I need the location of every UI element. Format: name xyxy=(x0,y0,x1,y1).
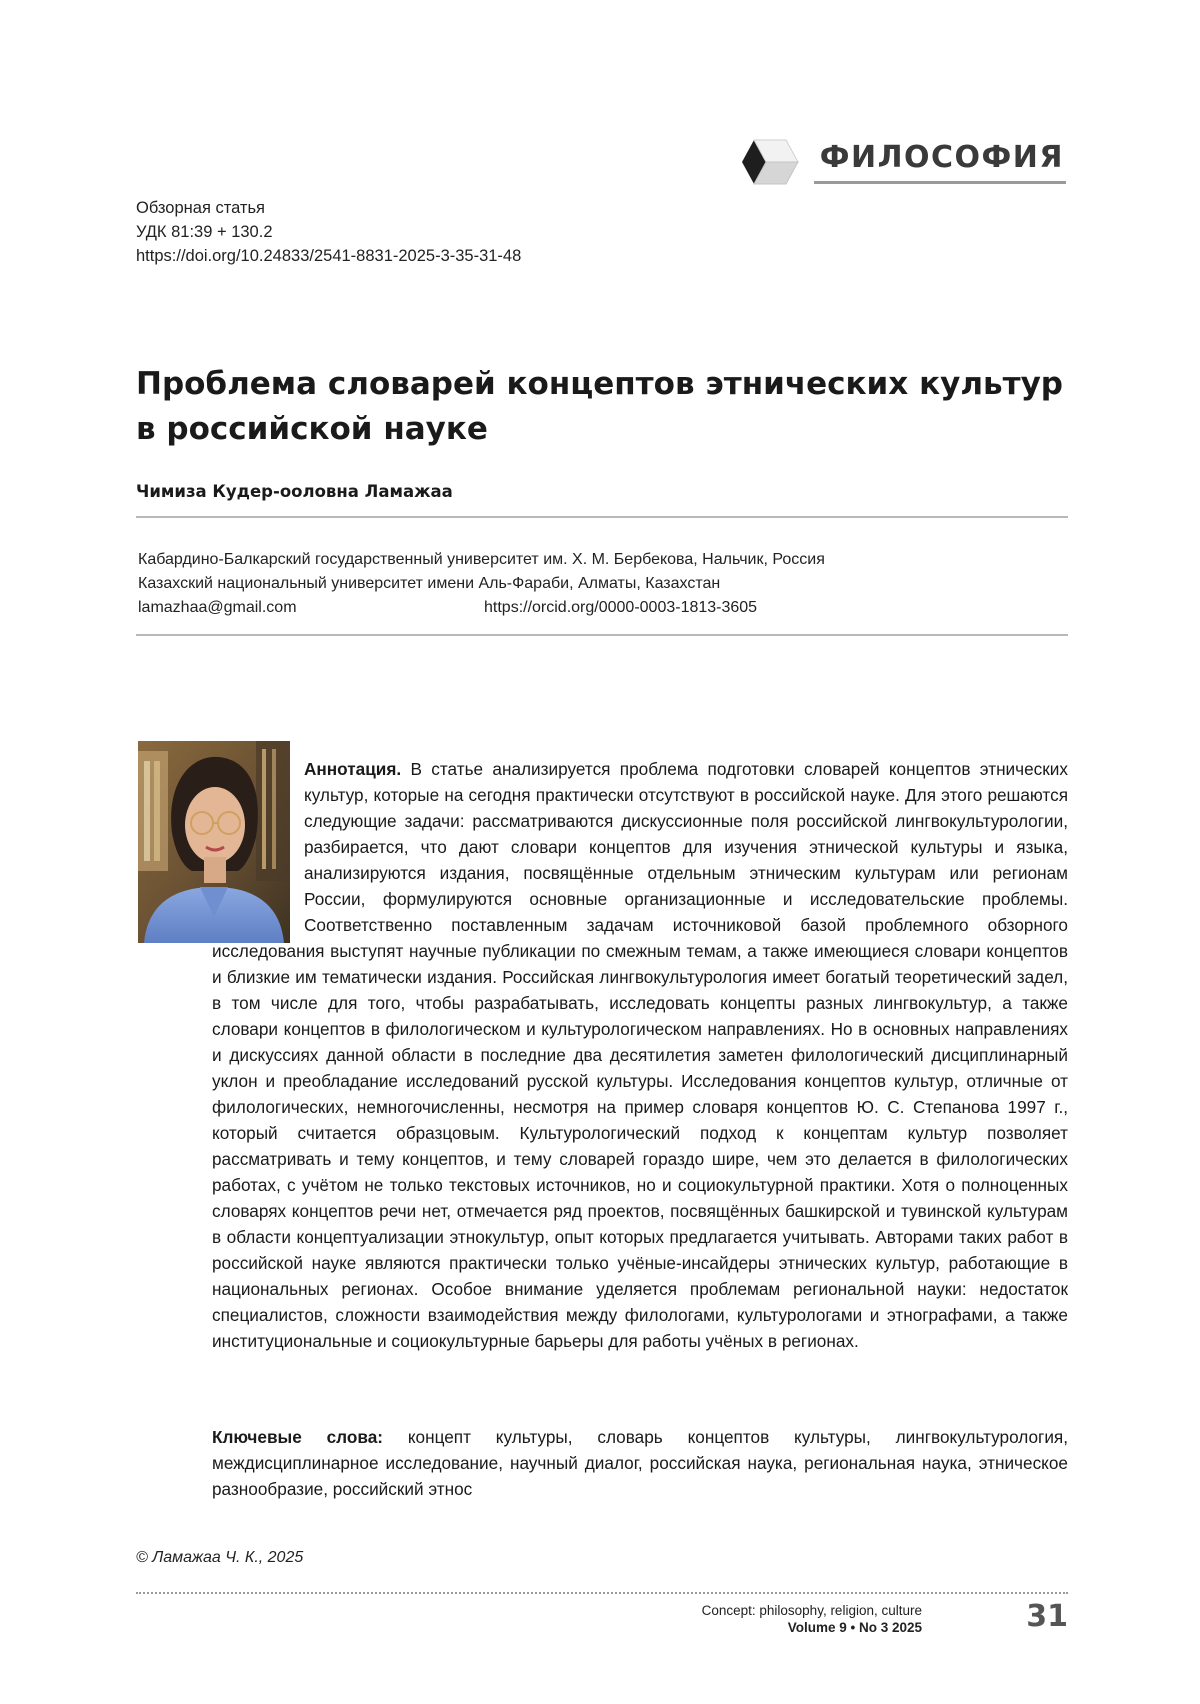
article-title-line-1: Проблема словарей концептов этнических культур xyxy=(136,366,1063,402)
divider-top xyxy=(136,516,1068,518)
orcid-link[interactable]: https://orcid.org/0000-0003-1813-3605 xyxy=(484,599,758,616)
abstract-label: Аннотация. xyxy=(304,759,402,779)
article-meta xyxy=(136,196,521,268)
section-title: ФИЛОСОФИЯ xyxy=(814,140,1066,184)
abstract-text: В статье анализируется проблема подготовки словарей концептов этнических культур, которые на сегодня практически отсутствуют в российской науке. Для этого решаются следующие задачи: рассматриваются дискуссионные поля российской лингвокультурологии, разбирается, что дают словари концептов для изучения этнической культуры и языка, анализируются издания, посвящённые отдельным этническим культурам или регионам России, формулируются основные организационные и исследовательские проблемы. Соответственно поставленным задачам источниковой базой проблемного обзорного исследования выступят научные публикации по смежным темам, а также имеющиеся словари концептов и близкие им тематически издания. Российская лингвокультурология имеет богатый теоретический задел, в том числе для того, чтобы разрабатывать, исследовать концепты разных лингвокультур, а также словари концептов в филологическом и культурологическом направлениях. Но в основных направлениях и дискуссиях данной области в последние два десятилетия заметен филологический дисциплинарный уклон и преобладание исследований русской культуры. Исследования концептов культур, отличные от филологических, немногочисленны, несмотря на пример словаря концептов Ю. С. Степанова 1997 г., который считается образцовым. Культурологический подход к концептам культур позволяет рассматривать и тему концептов, и тему словарей гораздо шире, чем это делается в филологических работах, с учётом не только текстовых источников, но и социокультурной практики. Хотя о полноценных словарях концептов речи нет, отмечается ряд проектов, посвящённых башкирской и тувинской культурам в области концептуализации этнокультур, опыт которых предлагается учитывать. Авторами таких работ в российской науке являются практически только учёные-инсайдеры этнических культур, работающие в национальных регионах. Особое внимание уделяется проблемам региональной науки: недостаток специалистов, сложности взаимодействия между филологами, культурологами и этнографами, а также институциональные и социокультурные барьеры для работы учёных в регионах. xyxy=(212,759,1068,1351)
cube-logo-icon xyxy=(740,136,800,188)
affiliation-line-1: Кабардино-Балкарский государственный университет им. Х. М. Бербекова, Нальчик, Россия xyxy=(138,551,825,568)
copyright: © Ламажаа Ч. К., 2025 xyxy=(136,1549,304,1566)
doi-link[interactable]: https://doi.org/10.24833/2541-8831-2025-3-35-31-48 xyxy=(136,247,522,265)
author-name: Чимиза Кудер-ооловна Ламажаа xyxy=(136,482,453,501)
contacts-row xyxy=(138,596,825,620)
email-link[interactable]: lamazhaa@gmail.com xyxy=(138,599,297,616)
article-title-line-2: в российской науке xyxy=(136,411,488,447)
article-type: Обзорная статья xyxy=(136,199,265,217)
udk-code: УДК 81:39 + 130.2 xyxy=(136,223,273,241)
keywords xyxy=(212,1424,1068,1502)
article-title xyxy=(136,362,1076,452)
journal-name: Concept: philosophy, religion, culture xyxy=(701,1603,922,1618)
journal-info xyxy=(702,1602,922,1636)
divider-bottom xyxy=(136,634,1068,636)
section-header xyxy=(740,136,1066,188)
page-number: 31 xyxy=(1026,1599,1068,1634)
affiliation-line-2: Казахский национальный университет имени Аль-Фараби, Алматы, Казахстан xyxy=(138,575,721,592)
keywords-label: Ключевые слова: xyxy=(212,1427,383,1447)
journal-issue: Volume 9 • No 3 2025 xyxy=(787,1620,922,1635)
abstract xyxy=(212,756,1068,1354)
footer-divider xyxy=(136,1592,1068,1594)
affiliation-block xyxy=(138,548,825,620)
keywords-text: концепт культуры, словарь концептов культуры, лингвокультурология, междисциплинарное исследование, научный диалог, российская наука, региональная наука, этническое разнообразие, российский этнос xyxy=(212,1427,1069,1499)
